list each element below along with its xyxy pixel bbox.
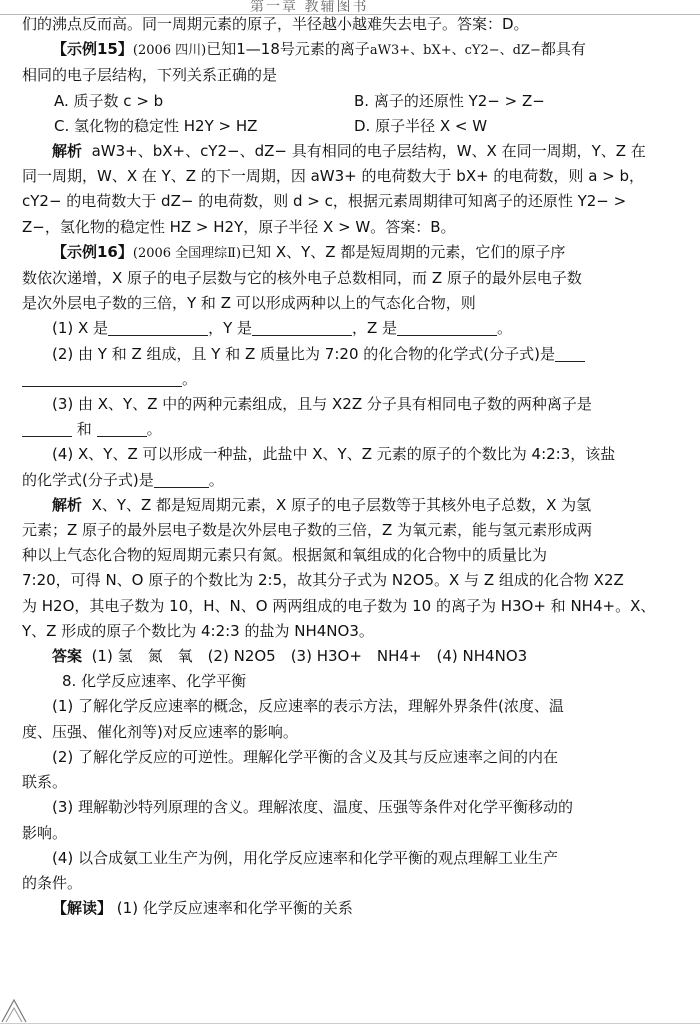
example-15-question: 【示例15】(2006 四川)已知1—18号元素的离子aW3+、bX+、cY2−、dZ−都具有 [52, 40, 586, 59]
text-line: (4) 以合成氨工业生产为例，用化学反应速率和化学平衡的观点理解工业生产 [52, 848, 559, 867]
options-row [22, 114, 680, 139]
analysis-16: 解析 X、Y、Z 都是短周期元素，X 原子的电子层数等于其核外电子总数，X 为氢 [52, 495, 592, 514]
text-line: 相同的电子层结构，下列关系正确的是 [22, 66, 278, 85]
sub-question-2-cont: 。 [22, 367, 680, 392]
text-line: 度、压强、催化剂等)对反应速率的影响。 [22, 722, 298, 741]
text-line: (2) 了解化学反应的可逆性。理解化学平衡的含义及其与反应速率之间的内在 [52, 747, 559, 766]
text-line: Z−，氢化物的稳定性 HZ > H2Y，原子半径 X > W。答案：B。 [22, 217, 456, 236]
example-16-question: 【示例16】(2006 全国理综Ⅱ)已知 X、Y、Z 都是短周期的元素，它们的原子序 [52, 242, 566, 261]
answer-16: 答案 (1) 氢 氮 氧 (2) N2O5 (3) H3O+ NH4+ (4) NH4NO3 [52, 647, 528, 666]
text-line: 影响。 [22, 823, 68, 842]
text-line: 是次外层电子数的三倍，Y 和 Z 可以形成两种以上的气态化合物，则 [22, 294, 476, 313]
answer-blank[interactable] [22, 372, 182, 387]
page-body [22, 12, 680, 921]
section-heading: 8. 化学反应速率、化学平衡 [62, 672, 247, 691]
interpretation-label: 【解读】 [52, 899, 113, 918]
text-line: 联系。 [22, 773, 68, 792]
answer-blank[interactable] [108, 321, 208, 336]
answer-blank[interactable] [555, 347, 585, 362]
text-line: 种以上气态化合物的短周期元素只有氮。根据氮和氧组成的化合物中的质量比为 [22, 546, 548, 565]
analysis-15: 解析 aW3+、bX+、cY2−、dZ− 具有相同的电子层结构，W、X 在同一周期，Y、Z 在 [52, 142, 646, 161]
answer-label: 答案 [52, 647, 83, 666]
sub-question-3-cont: 和 。 [22, 417, 680, 442]
answer-blank[interactable] [22, 422, 72, 437]
example-source: (2006 四川) [132, 43, 207, 59]
sub-question-1: (1) X 是 ，Y 是 ，Z 是 。 [52, 319, 513, 338]
analysis-label: 解析 [52, 495, 83, 514]
options-row [22, 89, 680, 114]
interpretation-line: 【解读】 (1) 化学反应速率和化学平衡的关系 [52, 899, 353, 918]
option-d: D. 原子半径 X < W [354, 116, 488, 135]
example-label: 【示例16】 [52, 242, 133, 261]
text-line: 们的沸点反而高。同一周期元素的原子，半径越小越难失去电子。答案：D。 [22, 15, 529, 33]
answer-blank[interactable] [252, 321, 352, 336]
text-line: cY2− 的电荷数大于 dZ− 的电荷数，则 d > c，根据元素周期律可知离子的还原性 Y2− > [22, 192, 627, 211]
sub-question-4-cont: 的化学式(分子式)是 。 [22, 470, 224, 489]
text-line: (3) 理解勒沙特列原理的含义。理解浓度、温度、压强等条件对化学平衡移动的 [52, 798, 574, 817]
option-a: A. 质子数 c > b [54, 91, 164, 110]
example-source: (2006 全国理综Ⅱ) [132, 245, 242, 261]
text-line: Y、Z 形成的原子个数比为 4:2:3 的盐为 NH4NO3。 [22, 621, 374, 640]
corner-ornament-icon [0, 996, 28, 1024]
text-line: 数依次递增，X 原子的电子层数与它的核外电子总数相同，而 Z 原子的最外层电子数 [22, 269, 582, 288]
option-b: B. 离子的还原性 Y2− > Z− [354, 91, 545, 110]
text-line: 为 H2O，其电子数为 10，H、N、O 两两组成的电子数为 10 的离子为 H3O+ 和 NH4+。X、 [22, 596, 656, 615]
analysis-label: 解析 [52, 142, 83, 161]
answer-blank[interactable] [154, 473, 209, 488]
text-line: (1) 了解化学反应速率的概念，反应速率的表示方法，理解外界条件(浓度、温 [52, 697, 564, 716]
text-line: 的条件。 [22, 873, 83, 892]
text-line: 元素；Z 原子的最外层电子数是次外层电子数的三倍，Z 为氧元素，能与氢元素形成两 [22, 521, 593, 540]
sub-question-3: (3) 由 X、Y、Z 中的两种元素组成，且与 X2Z 分子具有相同电子数的两种离子是 [52, 395, 592, 414]
example-label: 【示例15】 [52, 40, 133, 59]
text-line: 同一周期，W、X 在 Y、Z 的下一周期，因 aW3+ 的电荷数大于 bX+ 的电荷数，则 a > b， [22, 167, 645, 186]
text-line: 7:20，可得 N、O 原子的个数比为 2:5，故其分子式为 N2O5。X 与 Z 组成的化合物 X2Z [22, 571, 624, 590]
running-head-text: 第一章 教辅图书 [250, 0, 369, 15]
option-c: C. 氢化物的稳定性 H2Y > HZ [54, 116, 258, 135]
sub-question-4: (4) X、Y、Z 可以形成一种盐，此盐中 X、Y、Z 元素的原子的个数比为 4:2:3，该盐 [52, 445, 616, 464]
answer-blank[interactable] [97, 422, 147, 437]
sub-question-2: (2) 由 Y 和 Z 组成，且 Y 和 Z 质量比为 7:20 的化合物的化学式(分子式)是 [22, 342, 680, 367]
page-bottom-rule [0, 1021, 700, 1024]
answer-blank[interactable] [397, 321, 497, 336]
